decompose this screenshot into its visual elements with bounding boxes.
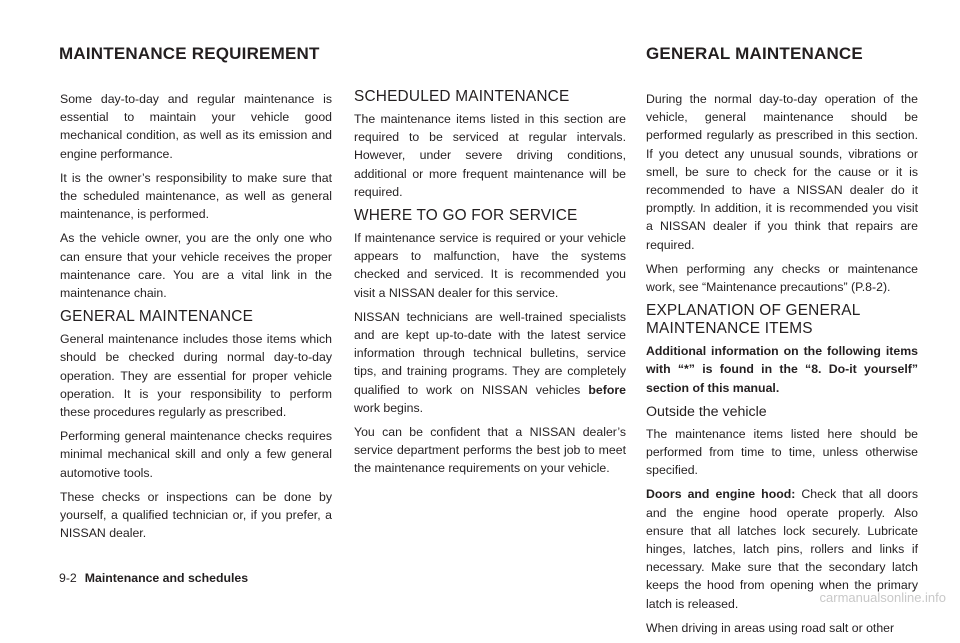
paragraph: Some day-to-day and regular maintenance is essential to maintain your vehicle good mechanical condition, as well as its emission and engine performance. — [60, 92, 332, 161]
column-3 — [646, 90, 918, 643]
paragraph: It is the owner’s responsibility to make sure that the scheduled maintenance, as well as general maintenance, is performed. — [60, 170, 332, 222]
page-title-right: GENERAL MAINTENANCE — [646, 44, 863, 63]
paragraph-text: NISSAN technicians are well-trained specialists and are kept up-to-date with the latest service information through technical bulletins, service tips, and training programs. They are completely qualified to work on NISSAN vehicles — [354, 309, 626, 397]
section-heading-explanation: EXPLANATION OF GENERAL MAINTENANCE ITEMS — [646, 302, 860, 338]
page-footer — [59, 571, 248, 585]
section-heading-where-to-go: WHERE TO GO FOR SERVICE — [354, 207, 578, 225]
paragraph-text: Check that all doors and the engine hood operate properly. Also ensure that all latches lock securely. Lubricate hinges, latches, latch pins, rollers and links if necessary. Make sure that the secondary latch keeps the hood from opening when the primary latch is released. — [646, 487, 918, 611]
paragraph: When performing any checks or maintenance work, see “Maintenance precautions” (P.8-2). — [646, 261, 918, 295]
paragraph: You can be confident that a NISSAN dealer’s service department performs the best job to meet the maintenance requirements on your vehicle. — [354, 425, 626, 476]
paragraph: If maintenance service is required or your vehicle appears to malfunction, have the systems checked and serviced. It is recommended you visit a NISSAN dealer for this service. — [354, 231, 626, 300]
paragraph: During the normal day-to-day operation of the vehicle, general maintenance should be performed regularly as prescribed in this section. If you detect any unusual sounds, vibrations or smell, be sure to check for the cause or it is recommended to have a NISSAN dealer do it promptly. In addition, it is recommended you visit a NISSAN dealer if you think that repairs are required. — [646, 92, 918, 252]
watermark: carmanualsonline.info — [819, 590, 946, 605]
section-heading-general-maintenance: GENERAL MAINTENANCE — [60, 308, 254, 326]
section-heading-scheduled-maintenance: SCHEDULED MAINTENANCE — [354, 88, 570, 105]
paragraph: When driving in areas using road salt or other — [646, 620, 895, 635]
paragraph: Performing general maintenance checks requires minimal mechanical skill and only a few general automotive tools. — [60, 429, 332, 480]
page-number: 9-2 — [59, 571, 77, 585]
paragraph: The maintenance items listed in this section are required to be serviced at regular intervals. However, under severe driving conditions, additional or more frequent maintenance will be required. — [354, 112, 626, 199]
column-1 — [60, 90, 332, 548]
paragraph: As the vehicle owner, you are the only one who can ensure that your vehicle receives the proper maintenance care. You are a vital link in the maintenance chain. — [60, 231, 332, 301]
paragraph — [354, 308, 626, 417]
emphasis-before: before — [588, 382, 627, 397]
paragraph: The maintenance items listed here should be performed from time to time, unless otherwise specified. — [646, 426, 918, 478]
item-label-doors-hood: Doors and engine hood: — [646, 487, 796, 502]
paragraph-text: work begins. — [354, 400, 424, 415]
paragraph: These checks or inspections can be done by yourself, a qualified technician or, if you prefer, a NISSAN dealer. — [60, 489, 332, 541]
note-paragraph: Additional information on the following items with “*” is found in the “8. Do-it yourself” section of this manual. — [646, 344, 918, 395]
footer-section-title: Maintenance and schedules — [84, 571, 249, 585]
column-2 — [354, 86, 626, 484]
page-title-left: MAINTENANCE REQUIREMENT — [59, 44, 320, 63]
subheading-outside-vehicle: Outside the vehicle — [646, 403, 767, 420]
paragraph: General maintenance includes those items which should be checked during normal day-to-day operation. They are essential for proper vehicle operation. It is your responsibility to perform these procedures regularly as prescribed. — [60, 332, 332, 420]
